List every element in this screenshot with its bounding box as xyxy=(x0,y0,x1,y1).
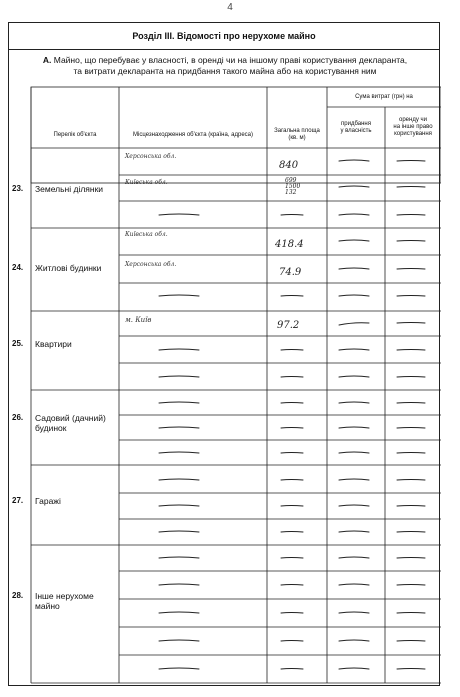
category-number: 25. xyxy=(12,339,24,348)
category-name: Садовий (дачний) будинок xyxy=(35,413,106,433)
category-number: 27. xyxy=(12,496,24,505)
subsection-line-2: та витрати декларанта на придбання такого майна або на користування ним xyxy=(73,66,377,76)
handwritten-location: Київська обл. xyxy=(125,179,168,186)
category-name: Квартири xyxy=(35,339,72,349)
category-number: 23. xyxy=(12,184,24,193)
handwritten-location: Київська обл. xyxy=(125,231,168,238)
col-costs-header: Сума витрат (грн) на xyxy=(355,93,413,100)
category-number: 26. xyxy=(12,413,24,422)
handwritten-location: м. Київ xyxy=(125,316,152,324)
page-number: 4 xyxy=(227,2,233,13)
subsection-line-1: А. Майно, що перебуває у власності, в оренді чи на іншому праві користування декларанта, xyxy=(42,55,408,65)
category-name: Гаражі xyxy=(35,496,61,506)
category-name: Житлові будинки xyxy=(35,263,102,273)
handwritten-location: Херсонська обл. xyxy=(125,261,177,268)
category-number: 24. xyxy=(12,263,24,272)
col-rent-header: оренду чи на інше право користування xyxy=(393,117,433,137)
category-name: Земельні ділянки xyxy=(35,184,104,194)
handwritten-area: 418.4 xyxy=(275,239,304,250)
col-area-header: Загальна площа (кв. м) xyxy=(274,128,320,141)
handwritten-location: Херсонська обл. xyxy=(125,153,177,160)
category-name: Інше нерухоме майно xyxy=(35,591,94,611)
handwritten-area-stack: 699 1500 132 xyxy=(285,177,301,196)
col-location-header: Місцезнаходження об'єкта (країна, адреса) xyxy=(133,131,253,138)
section-title: Розділ ІІІ. Відомості про нерухоме майно xyxy=(9,23,439,50)
handwritten-area: 74.9 xyxy=(279,267,302,278)
col-item-header: Перелік об'єкта xyxy=(53,131,97,138)
declaration-sheet xyxy=(8,22,440,686)
handwritten-area: 840 xyxy=(279,160,299,171)
subsection-label: А. xyxy=(42,55,52,65)
handwritten-area: 97.2 xyxy=(277,320,300,331)
category-number: 28. xyxy=(12,591,24,600)
col-purchase-header: придбання у власність xyxy=(340,120,372,134)
